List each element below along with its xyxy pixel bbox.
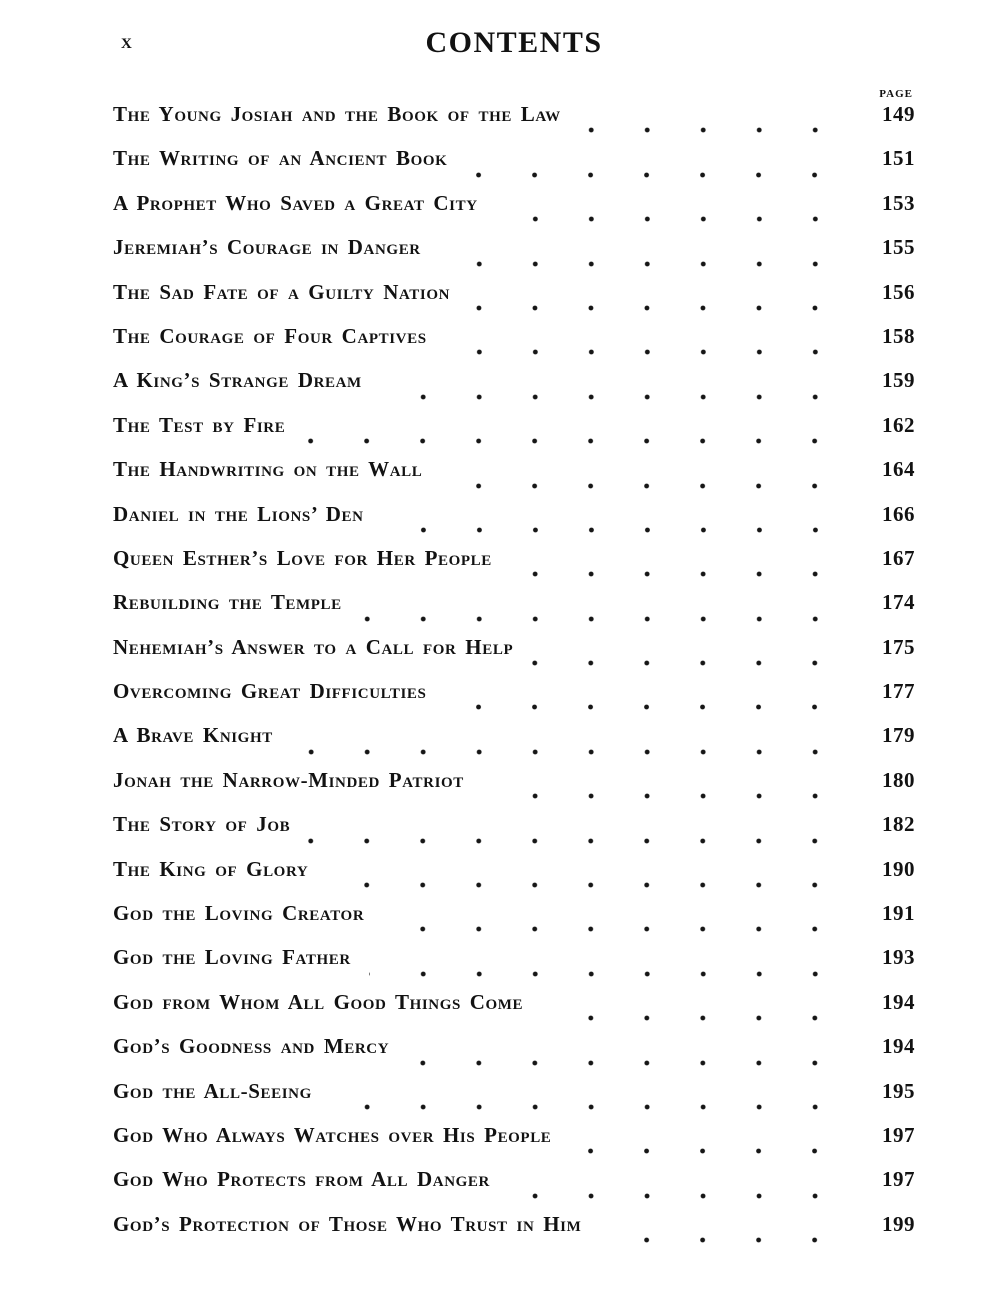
dot-leader <box>308 812 857 856</box>
dot-leader <box>465 146 857 190</box>
toc-entry-page: 197 <box>882 1167 915 1192</box>
toc-entry-page: 151 <box>882 146 915 171</box>
toc-entry-page: 166 <box>882 501 915 526</box>
toc-entry-title: Nehemiah’s Answer to a Call for Help <box>113 634 514 659</box>
toc-entry <box>113 102 915 146</box>
toc-entry-title: God Who Always Watches over His People <box>113 1122 552 1147</box>
dot-leader <box>382 901 857 945</box>
toc-entry-title: Queen Esther’s Love for Her People <box>113 545 492 570</box>
dot-leader <box>579 102 857 146</box>
dot-leader <box>303 413 857 457</box>
toc-entry <box>113 1079 915 1123</box>
toc-entry-page: 182 <box>882 812 915 837</box>
toc-entry-title: A King’s Strange Dream <box>113 368 362 393</box>
toc-entry <box>113 1123 915 1167</box>
dot-leader <box>496 191 857 235</box>
toc-entry-title: God Who Protects from All Danger <box>113 1167 490 1192</box>
toc-entry-page: 156 <box>882 279 915 304</box>
toc-entry <box>113 191 915 235</box>
dot-leader <box>382 502 857 546</box>
toc-entry <box>113 546 915 590</box>
toc-entry-title: The Writing of an Ancient Book <box>113 146 448 171</box>
toc-entry-title: The Handwriting on the Wall <box>113 457 423 482</box>
page-title: CONTENTS <box>425 26 603 59</box>
toc-entry <box>113 990 915 1034</box>
toc-entry-page: 158 <box>882 323 915 348</box>
dot-leader <box>407 1034 857 1078</box>
toc-entry-page: 175 <box>882 634 915 659</box>
toc-entry-page: 167 <box>882 545 915 570</box>
toc-list <box>113 102 915 1256</box>
toc-entry-title: The King of Glory <box>113 856 309 881</box>
toc-entry-page: 194 <box>882 1034 915 1059</box>
dot-leader <box>508 1167 857 1211</box>
toc-entry-title: The Test by Fire <box>113 412 286 437</box>
toc-entry-title: God’s Protection of Those Who Trust in Him <box>113 1211 582 1236</box>
toc-entry-page: 155 <box>882 235 915 260</box>
toc-entry <box>113 502 915 546</box>
dot-leader <box>569 1123 857 1167</box>
dot-leader <box>291 723 857 767</box>
toc-entry-page: 174 <box>882 590 915 615</box>
toc-entry-title: Overcoming Great Difficulties <box>113 679 427 704</box>
page-column-label: PAGE <box>879 88 913 100</box>
toc-entry <box>113 723 915 767</box>
dot-leader <box>360 590 857 634</box>
toc-entry-title: God the All-Seeing <box>113 1078 312 1103</box>
dot-leader <box>444 679 857 723</box>
toc-entry-page: 180 <box>882 767 915 792</box>
folio-number: x <box>121 28 133 53</box>
toc-entry-page: 179 <box>882 723 915 748</box>
toc-entry <box>113 635 915 679</box>
toc-entry <box>113 413 915 457</box>
toc-entry-title: God’s Goodness and Mercy <box>113 1034 390 1059</box>
toc-entry <box>113 1167 915 1211</box>
toc-entry <box>113 768 915 812</box>
toc-entry-page: 197 <box>882 1122 915 1147</box>
dot-leader <box>445 324 857 368</box>
toc-entry-page: 164 <box>882 457 915 482</box>
dot-leader <box>440 457 857 501</box>
toc-entry-title: A Brave Knight <box>113 723 273 748</box>
toc-entry-title: Jonah the Narrow-Minded Patriot <box>113 767 464 792</box>
toc-entry <box>113 679 915 723</box>
contents-block <box>113 26 915 1256</box>
dot-leader <box>599 1212 857 1256</box>
toc-entry-page: 199 <box>882 1211 915 1236</box>
dot-leader <box>326 857 857 901</box>
toc-entry <box>113 1212 915 1256</box>
dot-leader <box>531 635 857 679</box>
toc-entry-page: 177 <box>882 679 915 704</box>
toc-entry-title: Rebuilding the Temple <box>113 590 342 615</box>
toc-entry <box>113 945 915 989</box>
toc-entry <box>113 457 915 501</box>
toc-entry-title: The Sad Fate of a Guilty Nation <box>113 279 451 304</box>
toc-entry-page: 162 <box>882 412 915 437</box>
toc-entry-page: 191 <box>882 901 915 926</box>
toc-entry-page: 153 <box>882 190 915 215</box>
toc-entry-title: God the Loving Father <box>113 945 351 970</box>
toc-entry <box>113 1034 915 1078</box>
toc-entry-title: Daniel in the Lions’ Den <box>113 501 364 526</box>
page-header <box>113 26 915 68</box>
toc-entry <box>113 901 915 945</box>
toc-entry <box>113 590 915 634</box>
dot-leader <box>541 990 857 1034</box>
toc-entry-title: Jeremiah’s Courage in Danger <box>113 235 421 260</box>
toc-entry-title: A Prophet Who Saved a Great City <box>113 190 478 215</box>
toc-entry <box>113 280 915 324</box>
dot-leader <box>482 768 857 812</box>
toc-entry-page: 195 <box>882 1078 915 1103</box>
toc-entry-title: God the Loving Creator <box>113 901 365 926</box>
toc-entry <box>113 324 915 368</box>
toc-entry-title: The Courage of Four Captives <box>113 323 427 348</box>
toc-entry-page: 193 <box>882 945 915 970</box>
toc-entry-title: God from Whom All Good Things Come <box>113 989 524 1014</box>
dot-leader <box>468 280 857 324</box>
dot-leader <box>369 945 857 989</box>
toc-entry <box>113 235 915 279</box>
toc-entry <box>113 812 915 856</box>
dot-leader <box>330 1079 857 1123</box>
dot-leader <box>380 368 857 412</box>
toc-entry-page: 190 <box>882 856 915 881</box>
toc-entry-page: 159 <box>882 368 915 393</box>
dot-leader <box>510 546 857 590</box>
toc-entry <box>113 857 915 901</box>
toc-entry <box>113 146 915 190</box>
toc-entry-title: The Story of Job <box>113 812 291 837</box>
toc-entry-page: 149 <box>882 102 915 126</box>
toc-entry-title: The Young Josiah and the Book of the Law <box>113 102 561 126</box>
toc-entry <box>113 368 915 412</box>
toc-entry-page: 194 <box>882 989 915 1014</box>
dot-leader <box>439 235 857 279</box>
